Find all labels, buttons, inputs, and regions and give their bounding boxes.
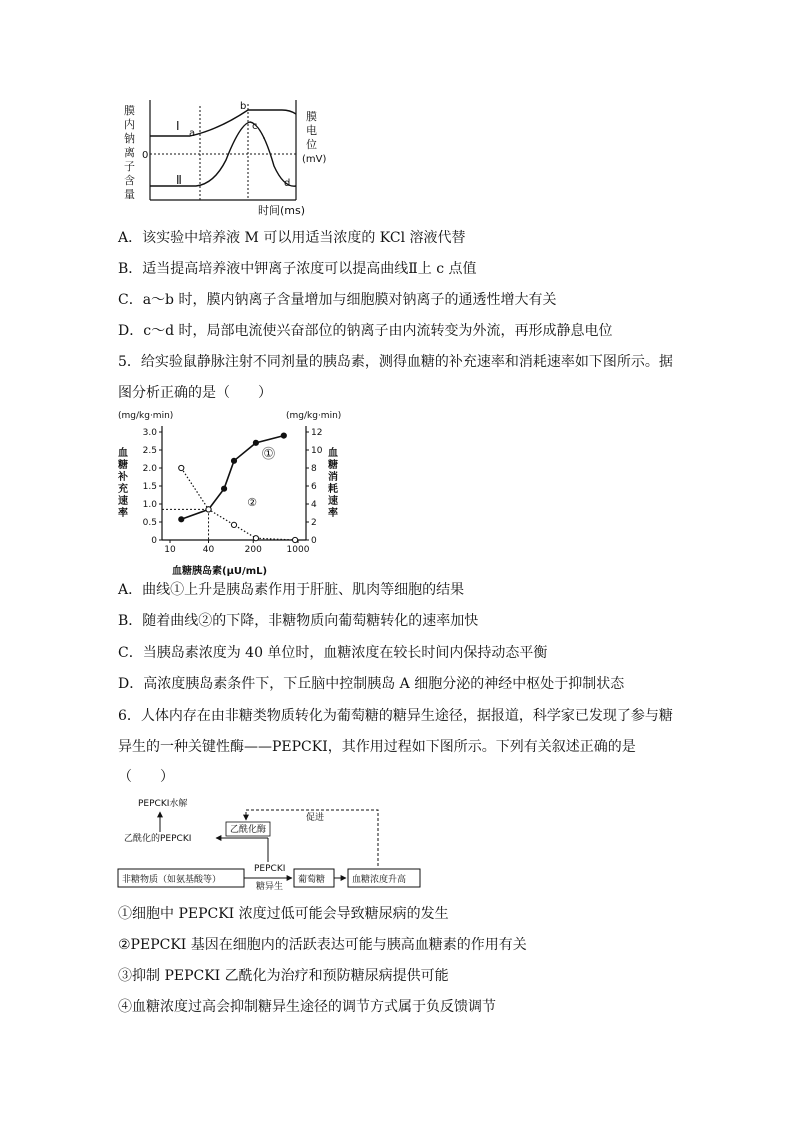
series-point-2 xyxy=(292,537,297,542)
q5-option-d: D．高浓度胰岛素条件下，下丘脑中控制胰岛 A 细胞分泌的神经中枢处于抑制状态 xyxy=(118,676,625,692)
series-point-1 xyxy=(231,458,236,463)
series-point-2 xyxy=(179,465,184,470)
left-tick-label: 0 xyxy=(151,536,157,546)
q6-stem-line2: 异生的一种关键性酶——PEPCKI，其作用过程如下图所示。下列有关叙述正确的是 xyxy=(118,739,636,755)
series-point-1 xyxy=(179,517,184,522)
svg-text:速: 速 xyxy=(328,496,338,507)
q5-option-a: A．曲线①上升是胰岛素作用于肝脏、肌肉等细胞的结果 xyxy=(118,582,465,598)
series-point-2 xyxy=(206,507,211,512)
q6-stem-line3: （ ） xyxy=(118,769,174,785)
right-tick-label: 8 xyxy=(311,464,317,474)
right-tick-label: 4 xyxy=(311,500,317,510)
fig1-curve-I: Ⅰ xyxy=(176,119,180,133)
svg-text:充: 充 xyxy=(118,484,128,495)
x-tick-label: 200 xyxy=(244,545,262,555)
left-unit: (mg/kg·min) xyxy=(118,411,174,421)
left-axis-label: 血 xyxy=(118,448,128,459)
enzyme-label: PEPCKI xyxy=(254,864,286,874)
svg-text:含: 含 xyxy=(124,174,135,187)
fig1-point-c: c xyxy=(252,121,258,132)
svg-text:消: 消 xyxy=(328,472,338,483)
insulin-chart xyxy=(116,410,356,578)
q4-option-c: C．a～b 时，膜内钠离子含量增加与细胞膜对钠离子的通透性增大有关 xyxy=(118,292,557,308)
left-tick-label: 2.5 xyxy=(142,446,157,456)
q5-stem-line2: 图分析正确的是（ ） xyxy=(118,385,272,401)
left-tick-label: 1.0 xyxy=(142,500,157,510)
fig1-ylabel-right: 膜 xyxy=(306,110,317,123)
series-point-1 xyxy=(281,433,286,438)
svg-text:离: 离 xyxy=(124,146,135,159)
svg-text:耗: 耗 xyxy=(328,484,338,495)
svg-text:糖: 糖 xyxy=(118,460,128,471)
fig1-xlabel: 时间(ms) xyxy=(258,204,306,217)
right-tick-label: 12 xyxy=(311,428,323,438)
svg-text:子: 子 xyxy=(124,160,135,173)
q4-option-d: D．c～d 时，局部电流使兴奋部位的钠离子由内流转变为外流，再形成静息电位 xyxy=(118,323,613,339)
fig1-zero: 0 xyxy=(142,150,149,161)
glucose-box: 葡萄糖 xyxy=(298,875,326,885)
svg-text:补: 补 xyxy=(118,472,128,483)
non-sugar-box: 非糖物质（如氨基酸等） xyxy=(122,875,222,885)
right-axis-label: 血 xyxy=(328,448,338,459)
membrane-potential-figure xyxy=(118,96,348,220)
acetylated-pepcki: 乙酰化的PEPCKI xyxy=(124,834,192,844)
q6-statement-4: ④血糖浓度过高会抑制糖异生途径的调节方式属于负反馈调节 xyxy=(118,999,496,1015)
q5-option-c: C．当胰岛素浓度为 40 单位时，血糖浓度在较长时间内保持动态平衡 xyxy=(118,645,548,661)
fig1-point-b: b xyxy=(240,101,247,112)
pepcki-hydrolysis: PEPCKI水解 xyxy=(138,799,188,809)
svg-text:位: 位 xyxy=(306,138,317,151)
svg-text:量: 量 xyxy=(124,188,135,201)
acetylase-label: 乙酰化酶 xyxy=(230,825,267,835)
q4-option-a: A．该实验中培养液 M 可以用适当浓度的 KCl 溶液代替 xyxy=(118,230,466,246)
fig1-point-a: a xyxy=(189,128,196,139)
pepcki-diagram xyxy=(116,792,426,896)
q6-statement-3: ③抑制 PEPCKI 乙酰化为治疗和预防糖尿病提供可能 xyxy=(118,968,449,984)
right-unit: (mg/kg·min) xyxy=(286,411,342,421)
fig1-ylabel-left: 膜 xyxy=(124,104,135,117)
series-line-2 xyxy=(181,468,295,540)
series-point-2 xyxy=(231,522,236,527)
svg-text:糖: 糖 xyxy=(328,460,338,471)
left-tick-label: 0.5 xyxy=(142,518,157,528)
right-tick-label: 0 xyxy=(311,536,317,546)
q5-stem-line1: 5．给实验鼠静脉注射不同剂量的胰岛素，测得血糖的补充速率和消耗速率如下图所示。据 xyxy=(118,354,673,370)
blood-glucose-rise-box: 血糖浓度升高 xyxy=(352,875,407,885)
q5-option-b: B．随着曲线②的下降，非糖物质向葡萄糖转化的速率加快 xyxy=(118,613,479,629)
series-point-1 xyxy=(253,440,258,445)
x-axis-label: 血糖胰岛素(μU/mL) xyxy=(172,566,268,577)
svg-text:率: 率 xyxy=(328,508,338,519)
left-tick-label: 1.5 xyxy=(142,482,157,492)
svg-text:电: 电 xyxy=(306,124,317,137)
right-tick-label: 6 xyxy=(311,482,317,492)
gluconeogenesis-label: 糖异生 xyxy=(256,882,284,892)
svg-text:(mV): (mV) xyxy=(302,154,327,165)
x-tick-label: 10 xyxy=(164,545,176,555)
promote-label: 促进 xyxy=(306,813,325,823)
q6-statement-1: ①细胞中 PEPCKI 浓度过低可能会导致糖尿病的发生 xyxy=(118,906,449,922)
x-tick-label: 1000 xyxy=(286,545,310,555)
left-tick-label: 2.0 xyxy=(142,464,157,474)
series-point-2 xyxy=(253,536,258,541)
left-tick-label: 3.0 xyxy=(142,428,157,438)
series-2-label: ② xyxy=(247,495,257,509)
right-tick-label: 10 xyxy=(311,446,323,456)
x-tick-label: 40 xyxy=(202,545,215,555)
right-tick-label: 2 xyxy=(311,518,317,528)
svg-text:钠: 钠 xyxy=(124,132,135,145)
q6-statement-2: ②PEPCKI 基因在细胞内的活跃表达可能与胰高血糖素的作用有关 xyxy=(118,937,527,953)
fig1-curve-II: Ⅱ xyxy=(176,173,182,187)
svg-text:内: 内 xyxy=(124,118,135,131)
q4-option-b: B．适当提高培养液中钾离子浓度可以提高曲线Ⅱ上 c 点值 xyxy=(118,261,477,277)
fig1-point-d: d xyxy=(284,178,291,189)
series-1-label: ① xyxy=(263,447,274,461)
series-point-1 xyxy=(221,486,226,491)
svg-text:速: 速 xyxy=(118,496,128,507)
q6-stem-line1: 6．人体内存在由非糖类物质转化为葡萄糖的糖异生途径，据报道，科学家已发现了参与糖 xyxy=(118,708,673,724)
svg-text:率: 率 xyxy=(118,508,128,519)
